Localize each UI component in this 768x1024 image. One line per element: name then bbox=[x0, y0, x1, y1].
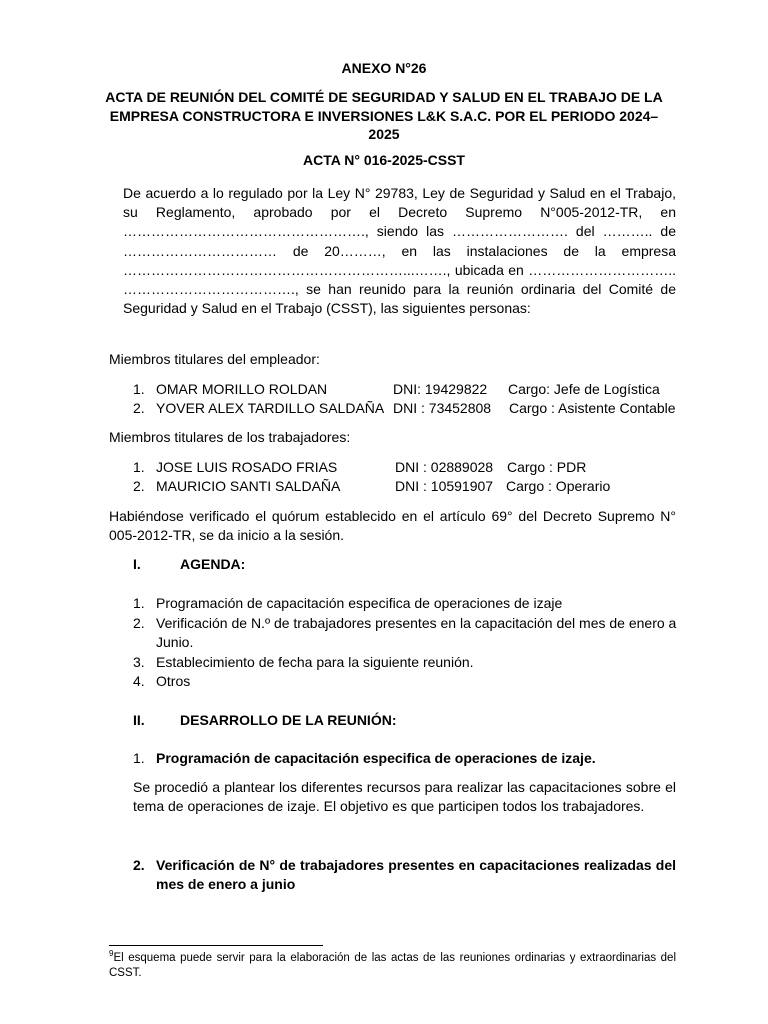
section-title: DESARROLLO DE LA REUNIÓN: bbox=[180, 712, 397, 728]
list-item bbox=[133, 594, 678, 614]
footnote-text: El esquema puede servir para la elaboración de las actas de las reuniones ordinarias y extraordinarias del CSST. bbox=[109, 952, 676, 979]
list-number: 2. bbox=[133, 614, 145, 631]
member-cargo: Cargo : Operario bbox=[506, 478, 611, 494]
member-dni: DNI : 02889028 bbox=[395, 459, 494, 475]
point-1-paragraph: Se procedió a plantear los diferentes recursos para realizar las capacitaciones sobre el tema de operaciones de izaje. El objetivo es que participen todos los trabajadores. bbox=[133, 779, 676, 815]
member-name: MAURICIO SANTI SALDAÑA bbox=[156, 478, 341, 494]
list-number: 2. bbox=[133, 400, 145, 416]
list-item-text: Verificación de N.º de trabajadores presentes en la capacitación del mes de enero a Junio. bbox=[156, 614, 677, 650]
acta-number: ACTA N° 016-2025-CSST bbox=[303, 152, 465, 168]
list-item bbox=[133, 856, 676, 894]
quorum-paragraph: Habiéndose verificado el quórum establecido en el artículo 69° del Decreto Supremo N° 005-2012-TR, se da inicio a la sesión. bbox=[109, 508, 676, 544]
section-numeral: I. bbox=[133, 556, 141, 572]
list-number: 2. bbox=[133, 478, 145, 494]
footnote-divider bbox=[109, 945, 323, 946]
list-number: 4. bbox=[133, 673, 145, 689]
section-numeral: II. bbox=[133, 712, 145, 728]
agenda-list bbox=[133, 594, 678, 692]
document-title: ACTA DE REUNIÓN DEL COMITÉ DE SEGURIDAD Y SALUD EN EL TRABAJO DE LA EMPRESA CONSTRUCTORA E INVERSIONES L&K S.A.C. POR EL PERIODO 2024–2025 bbox=[105, 89, 663, 142]
list-number: 1. bbox=[133, 381, 145, 397]
list-number: 2. bbox=[133, 857, 145, 873]
member-name: OMAR MORILLO ROLDAN bbox=[156, 381, 328, 397]
list-item bbox=[133, 614, 678, 653]
list-item-text: Establecimiento de fecha para la siguiente reunión. bbox=[156, 653, 474, 670]
worker-members-label: Miembros titulares de los trabajadores: bbox=[109, 429, 351, 445]
member-dni: DNI : 10591907 bbox=[395, 478, 494, 494]
list-number: 3. bbox=[133, 653, 145, 670]
footnote bbox=[109, 951, 676, 981]
member-name: JOSE LUIS ROSADO FRIAS bbox=[156, 459, 338, 475]
list-item bbox=[133, 672, 678, 692]
employer-members-label: Miembros titulares del empleador: bbox=[109, 351, 320, 367]
footnote-mark: 9 bbox=[109, 949, 114, 959]
list-number: 1. bbox=[133, 459, 145, 475]
member-dni: DNI : 73452808 bbox=[393, 400, 492, 416]
list-number: 1. bbox=[133, 595, 145, 611]
member-cargo: Cargo : Asistente Contable bbox=[509, 400, 676, 416]
annex-title: ANEXO N°26 bbox=[341, 60, 427, 76]
member-name: YOVER ALEX TARDILLO SALDAÑA bbox=[156, 400, 385, 416]
intro-paragraph: De acuerdo a lo regulado por la Ley N° 29783, Ley de Seguridad y Salud en el Trabajo, su Reglamento, aprobado por el Decreto Supremo N°005-2012-TR, en ……………………………………………., siendo las ……………………. del ……….. de …………………………… de 20………, en las instalaciones de la empresa ……………………………………………………...……., ubicada en ………………………….. ………………………………., se han reunido para la reunión ordinaria del Comité de Seguridad y Salud en el Trabajo (CSST), las siguientes personas: bbox=[123, 185, 676, 317]
list-item bbox=[133, 749, 678, 769]
member-dni: DNI: 19429822 bbox=[393, 381, 488, 397]
member-cargo: Cargo: Jefe de Logística bbox=[508, 381, 660, 397]
list-number: 1. bbox=[133, 750, 145, 766]
point-title: Verificación de N° de trabajadores presentes en capacitaciones realizadas del mes de enero a junio bbox=[156, 857, 676, 893]
development-point-1 bbox=[133, 749, 678, 769]
list-item-text: Programación de capacitación especifica de operaciones de izaje bbox=[156, 595, 563, 611]
list-item-text: Otros bbox=[156, 673, 191, 689]
member-cargo: Cargo : PDR bbox=[507, 459, 587, 475]
development-point-2 bbox=[133, 856, 676, 894]
section-title: AGENDA: bbox=[180, 556, 246, 572]
point-title: Programación de capacitación especifica de operaciones de izaje. bbox=[156, 750, 596, 766]
list-item bbox=[133, 653, 678, 673]
